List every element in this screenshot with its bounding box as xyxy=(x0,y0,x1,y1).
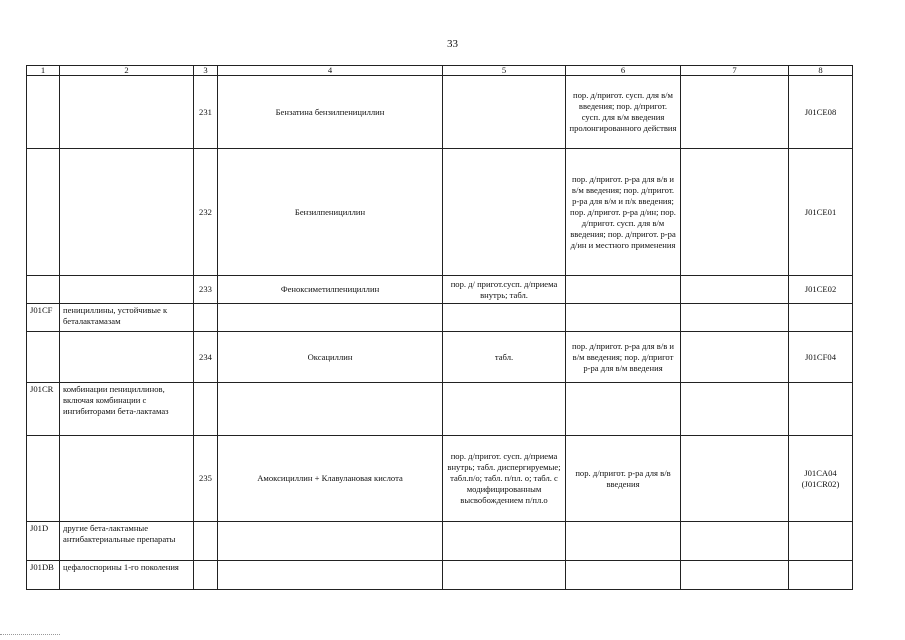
table-row xyxy=(27,304,853,332)
row-number-cell xyxy=(194,304,218,332)
group-name-cell xyxy=(60,436,194,522)
table-row xyxy=(27,276,853,304)
row-number-cell: 231 xyxy=(194,76,218,149)
drug-name-cell: Феноксиметилпенициллин xyxy=(218,276,443,304)
atc-final-code-cell: J01CE08 xyxy=(789,76,853,149)
other-form-cell xyxy=(681,383,789,436)
column-header: 6 xyxy=(566,66,681,76)
column-header: 4 xyxy=(218,66,443,76)
atc-final-code-cell xyxy=(789,383,853,436)
atc-final-code-cell: J01CE02 xyxy=(789,276,853,304)
row-number-cell: 232 xyxy=(194,149,218,276)
table-row xyxy=(27,522,853,561)
column-header: 5 xyxy=(443,66,566,76)
other-form-cell xyxy=(681,522,789,561)
row-number-cell: 234 xyxy=(194,332,218,383)
group-name-cell: комбинации пенициллинов, включая комбинации с ингибиторами бета-лактамаз xyxy=(60,383,194,436)
injection-form-cell: пор. д/пригот. р-ра для в/в и в/м введения; пор. д/пригот. р-ра для в/м и п/к введения; пор. д/пригот. р-ра д/ин; пор. д/пригот. сусп. для в/м введения; пор. д/пригот. р-ра д/ин и местного применения xyxy=(566,149,681,276)
other-form-cell xyxy=(681,276,789,304)
other-form-cell xyxy=(681,149,789,276)
atc-code-cell: J01CR xyxy=(27,383,60,436)
atc-final-code-cell xyxy=(789,561,853,590)
drug-name-cell: Оксациллин xyxy=(218,332,443,383)
table-row xyxy=(27,383,853,436)
drug-name-cell xyxy=(218,561,443,590)
atc-final-code-cell xyxy=(789,522,853,561)
drug-name-cell: Амоксициллин + Клавулановая кислота xyxy=(218,436,443,522)
atc-code-cell: J01DB xyxy=(27,561,60,590)
atc-code-cell xyxy=(27,332,60,383)
atc-final-code-cell: J01CE01 xyxy=(789,149,853,276)
drug-name-cell xyxy=(218,522,443,561)
table-row xyxy=(27,332,853,383)
injection-form-cell xyxy=(566,383,681,436)
oral-form-cell xyxy=(443,76,566,149)
oral-form-cell: пор. д/ пригот.сусп. д/приема внутрь; табл. xyxy=(443,276,566,304)
table-row xyxy=(27,436,853,522)
injection-form-cell xyxy=(566,561,681,590)
other-form-cell xyxy=(681,332,789,383)
oral-form-cell: пор. д/пригот. сусп. д/приема внутрь; табл. диспергируемые; табл.п/о; табл. п/пл. о; табл. с модифицированным высвобождением п/пл.о xyxy=(443,436,566,522)
oral-form-cell xyxy=(443,304,566,332)
table-row xyxy=(27,561,853,590)
group-name-cell: пенициллины, устойчивые к беталактамазам xyxy=(60,304,194,332)
atc-code-cell: J01D xyxy=(27,522,60,561)
injection-form-cell xyxy=(566,276,681,304)
atc-code-cell xyxy=(27,149,60,276)
column-header: 2 xyxy=(60,66,194,76)
drug-name-cell xyxy=(218,304,443,332)
column-header: 7 xyxy=(681,66,789,76)
row-number-cell xyxy=(194,383,218,436)
column-header: 3 xyxy=(194,66,218,76)
injection-form-cell: пор. д/пригот. сусп. для в/м введения; пор. д/пригот. сусп. для в/м введения пролонгированного действия xyxy=(566,76,681,149)
group-name-cell xyxy=(60,76,194,149)
oral-form-cell xyxy=(443,522,566,561)
group-name-cell: цефалоспорины 1-го поколения xyxy=(60,561,194,590)
oral-form-cell: табл. xyxy=(443,332,566,383)
injection-form-cell xyxy=(566,522,681,561)
atc-final-code-cell: J01CF04 xyxy=(789,332,853,383)
injection-form-cell: пор. д/пригот. р-ра для в/в и в/м введения; пор. д/пригот р-ра для в/м введения xyxy=(566,332,681,383)
drug-name-cell xyxy=(218,383,443,436)
group-name-cell xyxy=(60,149,194,276)
scan-edge-mark xyxy=(0,634,60,635)
other-form-cell xyxy=(681,304,789,332)
injection-form-cell xyxy=(566,304,681,332)
atc-final-code-cell xyxy=(789,304,853,332)
atc-code-cell xyxy=(27,276,60,304)
drug-name-cell: Бензилпенициллин xyxy=(218,149,443,276)
group-name-cell: другие бета-лактамные антибактериальные препараты xyxy=(60,522,194,561)
atc-code-cell: J01CF xyxy=(27,304,60,332)
column-header: 8 xyxy=(789,66,853,76)
table-row xyxy=(27,76,853,149)
drug-table xyxy=(26,65,853,590)
table-header-row xyxy=(27,66,853,76)
atc-final-code-cell: J01CA04 (J01CR02) xyxy=(789,436,853,522)
row-number-cell xyxy=(194,561,218,590)
drug-name-cell: Бензатина бензилпенициллин xyxy=(218,76,443,149)
atc-code-cell xyxy=(27,76,60,149)
row-number-cell: 235 xyxy=(194,436,218,522)
other-form-cell xyxy=(681,561,789,590)
other-form-cell xyxy=(681,76,789,149)
row-number-cell: 233 xyxy=(194,276,218,304)
injection-form-cell: пор. д/пригот. р-ра для в/в введения xyxy=(566,436,681,522)
column-header: 1 xyxy=(27,66,60,76)
atc-code-cell xyxy=(27,436,60,522)
oral-form-cell xyxy=(443,149,566,276)
group-name-cell xyxy=(60,276,194,304)
group-name-cell xyxy=(60,332,194,383)
row-number-cell xyxy=(194,522,218,561)
table-row xyxy=(27,149,853,276)
oral-form-cell xyxy=(443,561,566,590)
other-form-cell xyxy=(681,436,789,522)
page-number: 33 xyxy=(447,38,458,50)
oral-form-cell xyxy=(443,383,566,436)
